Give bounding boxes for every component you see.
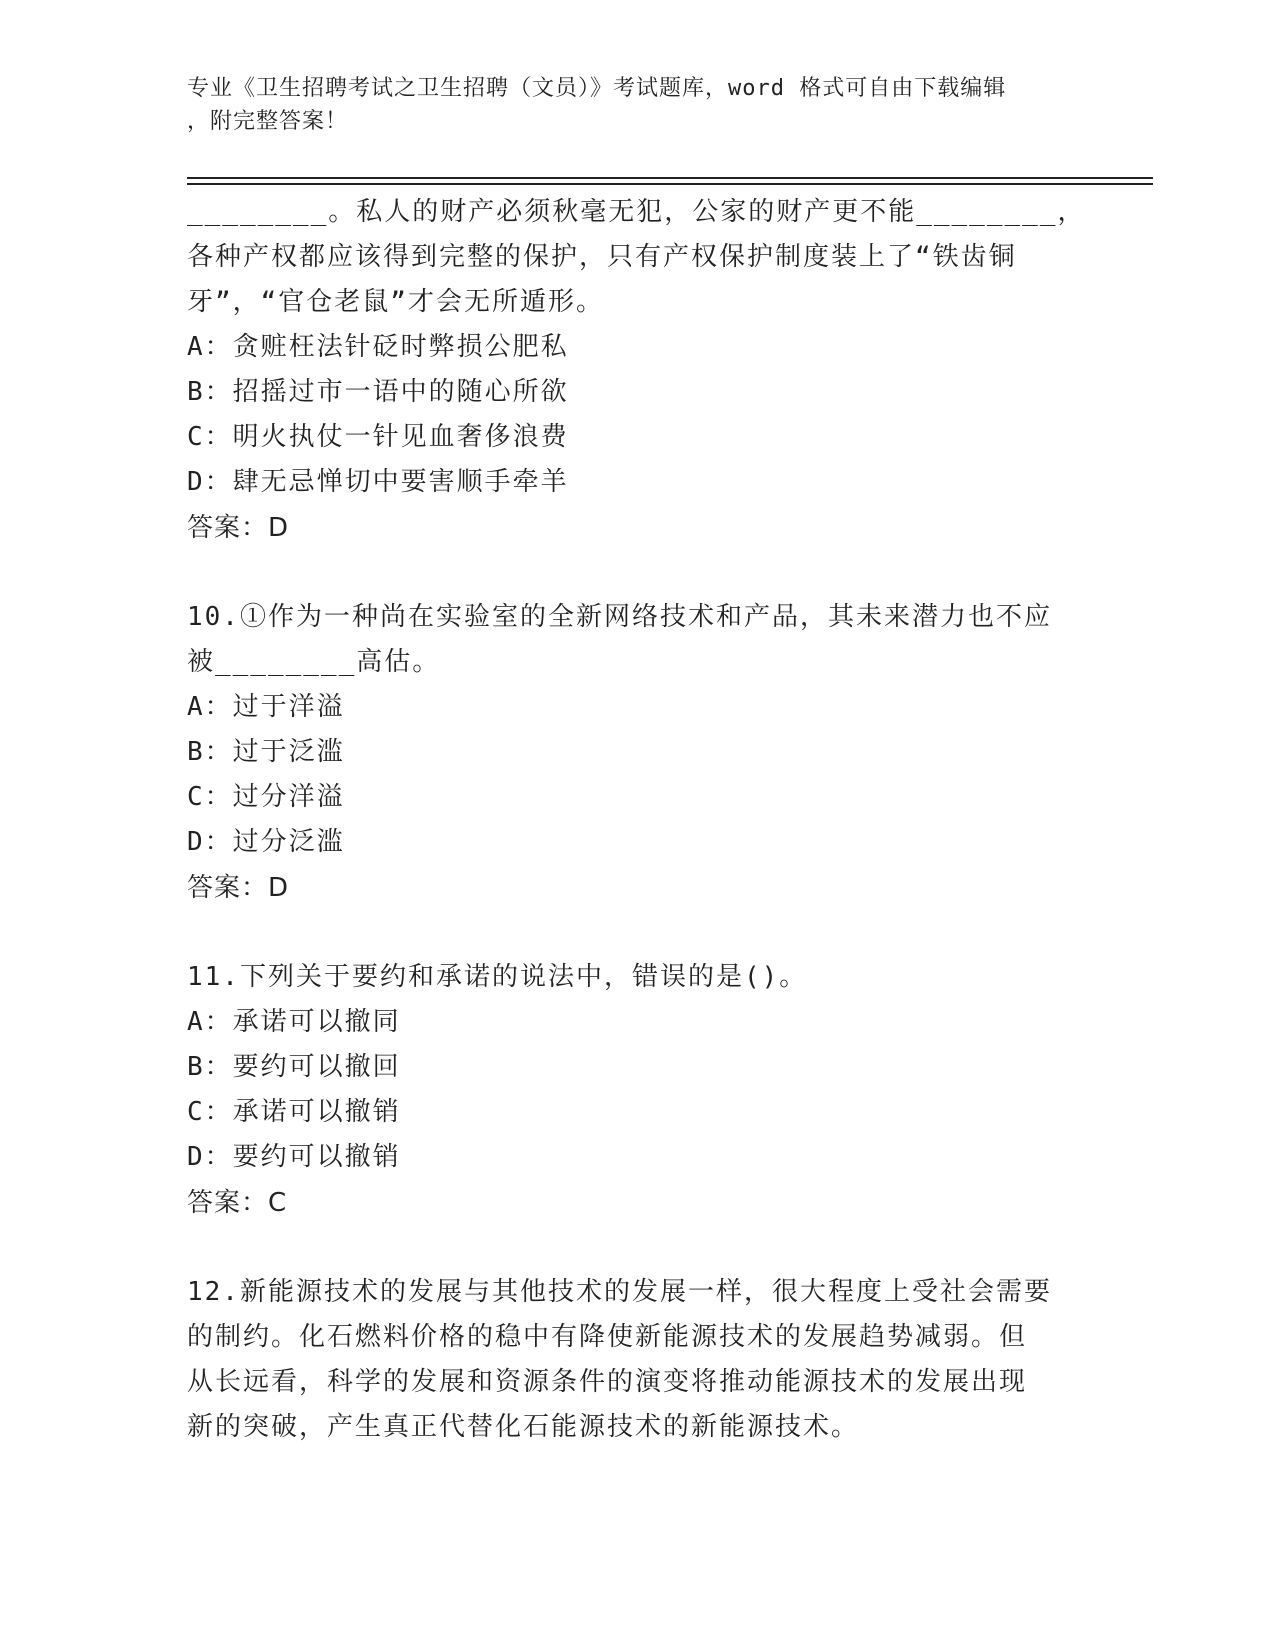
question-text-line: 10.①作为一种尚在实验室的全新网络技术和产品，其未来潜力也不应 bbox=[187, 602, 1052, 632]
question-text-line: 的制约。化石燃料价格的稳中有降使新能源技术的发展趋势减弱。但 bbox=[187, 1322, 1028, 1352]
document-header bbox=[187, 72, 1067, 138]
option-b: B：招摇过市一语中的随心所欲 bbox=[187, 377, 569, 407]
question-text-line: 新的突破，产生真正代替化石能源技术的新能源技术。 bbox=[187, 1412, 860, 1442]
question-spacer bbox=[187, 551, 1087, 595]
question-10 bbox=[187, 595, 1087, 911]
question-text-line: 11.下列关于要约和承诺的说法中，错误的是()。 bbox=[187, 962, 808, 992]
question-spacer bbox=[187, 1226, 1087, 1270]
option-c: C：过分洋溢 bbox=[187, 782, 345, 812]
option-c: C：明火执仗一针见血奢侈浪费 bbox=[187, 422, 569, 452]
question-text-line: 各种产权都应该得到完整的保护，只有产权保护制度装上了“铁齿铜 bbox=[187, 242, 1017, 272]
question-text-line: 从长远看，科学的发展和资源条件的演变将推动能源技术的发展出现 bbox=[187, 1367, 1028, 1397]
question-11 bbox=[187, 955, 1087, 1226]
option-b: B：过于泛滥 bbox=[187, 737, 345, 767]
answer-line: 答案：D bbox=[187, 513, 290, 543]
header-title-line-2: ，附完整答案！ bbox=[187, 109, 349, 134]
question-12 bbox=[187, 1270, 1087, 1450]
question-text-line: ________。私人的财产必须秋毫无犯，公家的财产更不能________， bbox=[187, 197, 1086, 227]
question-text-line: 牙”，“官仓老鼠”才会无所遁形。 bbox=[187, 287, 604, 317]
question-text-line: 12.新能源技术的发展与其他技术的发展一样，很大程度上受社会需要 bbox=[187, 1277, 1052, 1307]
option-b: B：要约可以撤回 bbox=[187, 1052, 401, 1082]
option-d: D：要约可以撤销 bbox=[187, 1142, 401, 1172]
question-spacer bbox=[187, 911, 1087, 955]
header-rule-top bbox=[187, 177, 1153, 179]
question-text-line: 被________高估。 bbox=[187, 647, 441, 677]
option-a: A：过于洋溢 bbox=[187, 692, 345, 722]
option-d: D：过分泛滥 bbox=[187, 827, 345, 857]
option-c: C：承诺可以撤销 bbox=[187, 1097, 401, 1127]
document-body bbox=[187, 190, 1087, 1450]
question-9 bbox=[187, 190, 1087, 551]
header-rule-bottom bbox=[187, 183, 1153, 185]
option-a: A：贪赃枉法针砭时弊损公肥私 bbox=[187, 332, 569, 362]
option-a: A：承诺可以撤同 bbox=[187, 1007, 401, 1037]
answer-line: 答案：C bbox=[187, 1188, 288, 1218]
header-title-line-1: 专业《卫生招聘考试之卫生招聘（文员）》考试题库，word 格式可自由下载编辑 bbox=[187, 76, 1007, 101]
option-d: D：肆无忌惮切中要害顺手牵羊 bbox=[187, 467, 569, 497]
answer-line: 答案：D bbox=[187, 873, 290, 903]
